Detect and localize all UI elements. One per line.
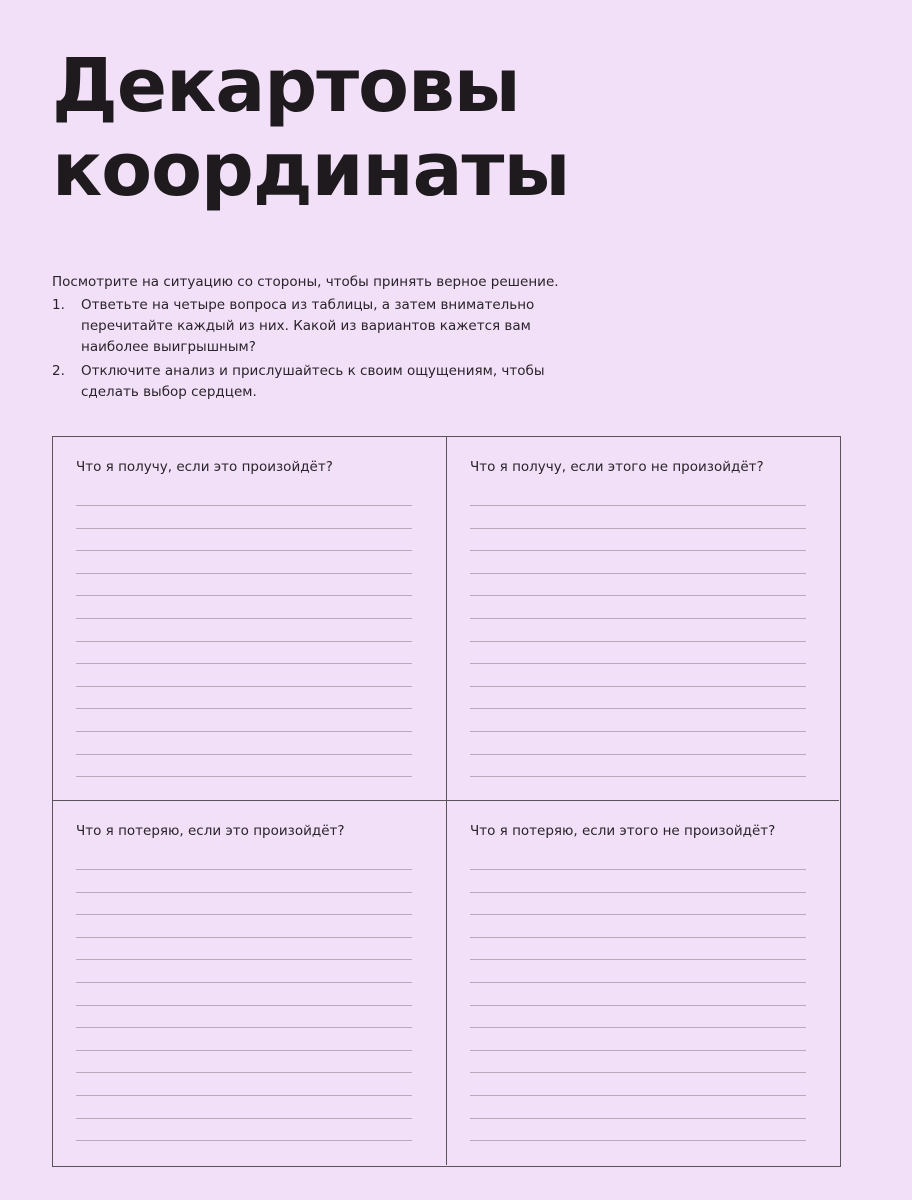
ruled-line — [470, 641, 806, 664]
ruled-line — [76, 1027, 412, 1050]
ruled-line — [470, 1140, 806, 1163]
ruled-line — [76, 1005, 412, 1028]
ruled-line — [470, 914, 806, 937]
ruled-line — [470, 708, 806, 731]
ruled-line — [470, 937, 806, 960]
ruled-line — [470, 686, 806, 709]
quadrant-bottom-right — [447, 801, 839, 1165]
ruled-line — [470, 1072, 806, 1095]
ruled-line — [76, 663, 412, 686]
ruled-line — [470, 1095, 806, 1118]
page-title — [52, 44, 569, 212]
ruled-line — [470, 731, 806, 754]
ruled-line — [76, 869, 412, 892]
ruled-line — [470, 1005, 806, 1028]
ruled-line — [470, 754, 806, 777]
ruled-line — [76, 937, 412, 960]
step-text: Ответьте на четыре вопроса из таблицы, а затем внимательно перечитайте каждый из них. Какой из вариантов кажется вам наиболее выигрышным? — [81, 297, 535, 355]
quadrant-top-right — [447, 437, 839, 801]
instruction-step-1 — [52, 295, 601, 358]
ruled-line — [76, 914, 412, 937]
ruled-line — [76, 982, 412, 1005]
ruled-line — [76, 754, 412, 777]
ruled-line — [470, 959, 806, 982]
ruled-line — [76, 686, 412, 709]
instructions-lead: Посмотрите на ситуацию со стороны, чтобы принять верное решение. — [52, 274, 559, 290]
ruled-line — [76, 505, 412, 528]
ruled-line — [470, 1027, 806, 1050]
title-line-2: координаты — [52, 127, 570, 213]
ruled-line — [76, 892, 412, 915]
ruled-line — [470, 550, 806, 573]
cartesian-grid — [52, 436, 841, 1167]
ruled-line — [76, 550, 412, 573]
ruled-line — [470, 663, 806, 686]
title-line-1: Декартовы — [52, 43, 520, 129]
ruled-line — [470, 1118, 806, 1141]
ruled-line — [470, 505, 806, 528]
ruled-line — [470, 573, 806, 596]
ruled-line — [470, 776, 806, 799]
step-number: 2. — [52, 363, 65, 379]
quadrant-question: Что я получу, если этого не произойдёт? — [470, 459, 764, 475]
writing-lines[interactable] — [76, 869, 412, 1163]
ruled-line — [76, 776, 412, 799]
ruled-line — [76, 528, 412, 551]
ruled-line — [76, 731, 412, 754]
quadrant-question: Что я потеряю, если это произойдёт? — [76, 823, 345, 839]
ruled-line — [76, 1072, 412, 1095]
ruled-line — [76, 708, 412, 731]
ruled-line — [470, 528, 806, 551]
ruled-line — [76, 618, 412, 641]
ruled-line — [76, 595, 412, 618]
ruled-line — [470, 618, 806, 641]
writing-lines[interactable] — [470, 869, 806, 1163]
quadrant-question: Что я потеряю, если этого не произойдёт? — [470, 823, 776, 839]
instruction-step-2 — [52, 361, 601, 403]
ruled-line — [470, 1050, 806, 1073]
ruled-line — [76, 1050, 412, 1073]
ruled-line — [76, 641, 412, 664]
ruled-line — [470, 892, 806, 915]
step-number: 1. — [52, 297, 65, 313]
ruled-line — [76, 573, 412, 596]
ruled-line — [470, 982, 806, 1005]
step-text: Отключите анализ и прислушайтесь к своим ощущениям, чтобы сделать выбор сердцем. — [81, 363, 545, 400]
ruled-line — [470, 869, 806, 892]
writing-lines[interactable] — [76, 505, 412, 799]
ruled-line — [76, 1095, 412, 1118]
ruled-line — [470, 595, 806, 618]
ruled-line — [76, 1140, 412, 1163]
ruled-line — [76, 1118, 412, 1141]
quadrant-question: Что я получу, если это произойдёт? — [76, 459, 333, 475]
quadrant-bottom-left — [53, 801, 447, 1165]
writing-lines[interactable] — [470, 505, 806, 799]
quadrant-top-left — [53, 437, 447, 801]
instructions-list — [52, 295, 652, 403]
ruled-line — [76, 959, 412, 982]
instructions — [52, 272, 652, 406]
